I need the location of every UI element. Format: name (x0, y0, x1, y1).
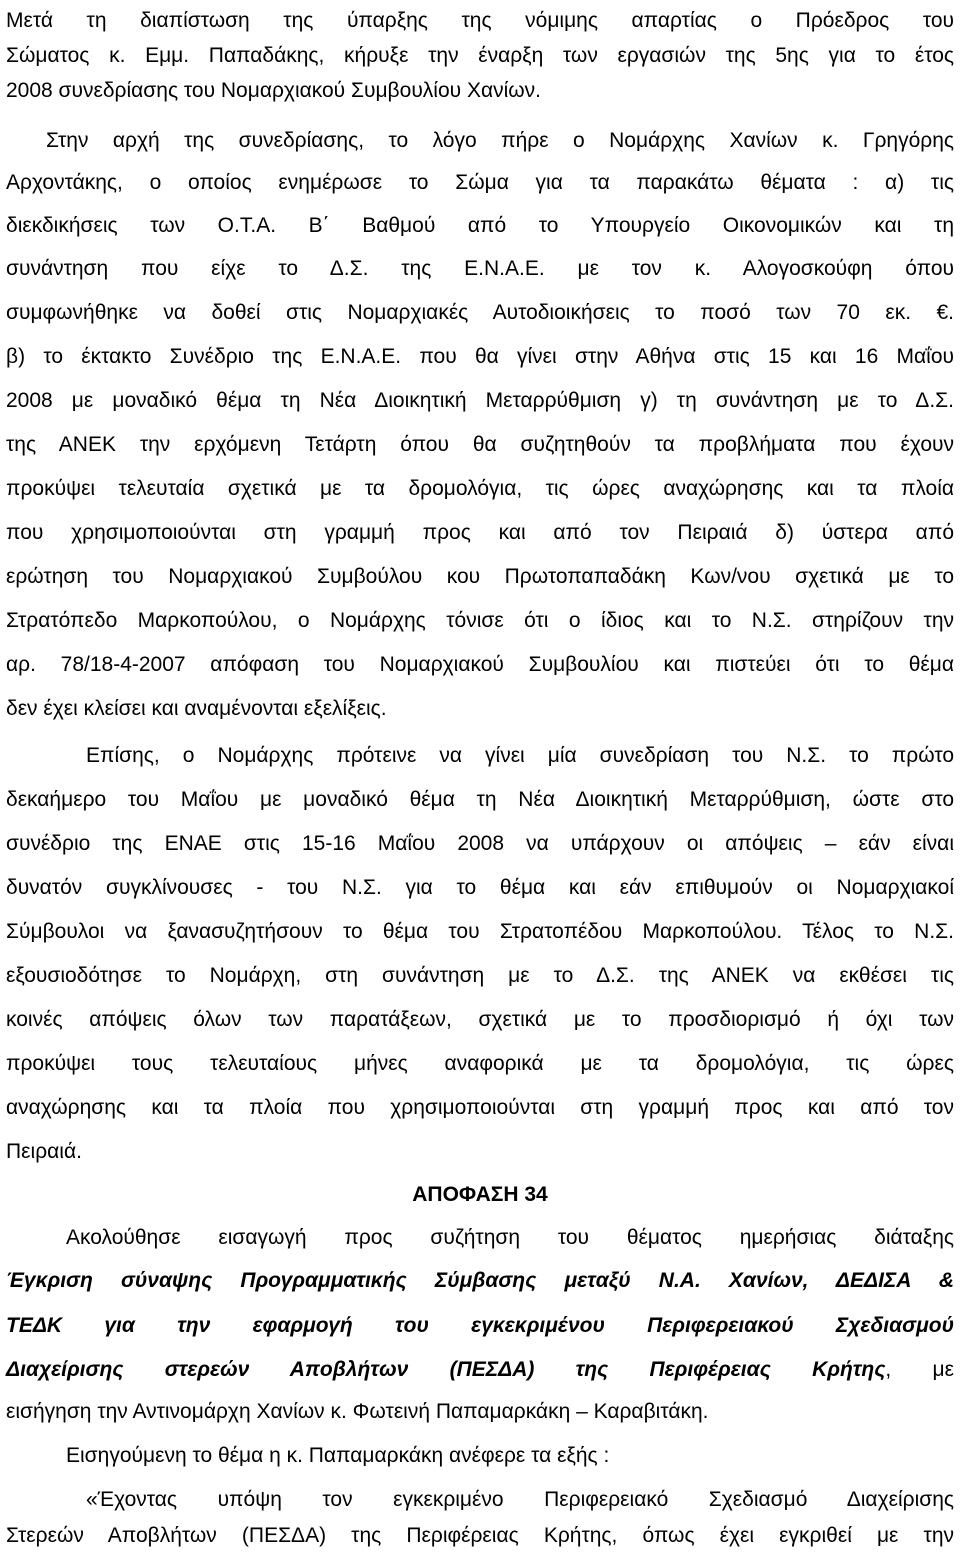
text-line: Πειραιά. (6, 1140, 82, 1163)
text-line: εισήγηση την Αντινομάρχη Χανίων κ. Φωτεινή Παπαμαρκάκη – Καραβιτάκη. (6, 1400, 709, 1423)
decision-title: ΑΠΟΦΑΣΗ 34 (412, 1183, 548, 1206)
text-line: Ακολούθησε εισαγωγή προς συζήτηση του θέματος ημερήσιας διάταξης (66, 1226, 954, 1249)
text-line: αρ. 78/18-4-2007 απόφαση του Νομαρχιακού Συμβουλίου και πιστεύει ότι το θέμα (6, 653, 954, 676)
text-line: Στην αρχή της συνεδρίασης, το λόγο πήρε ο Νομάρχης Χανίων κ. Γρηγόρης (46, 129, 954, 152)
text-line: διεκδικήσεις των Ο.Τ.Α. Β΄ Βαθμού από το Υπουργείο Οικονομικών και τη (6, 214, 954, 237)
text-line: της ΑΝΕΚ την ερχόμενη Τετάρτη όπου θα συζητηθούν τα προβλήματα που έχουν (6, 433, 954, 456)
text-line: Επίσης, ο Νομάρχης πρότεινε να γίνει μία συνεδρίαση του Ν.Σ. το πρώτο (86, 744, 954, 767)
text-line: Σώματος κ. Εμμ. Παπαδάκης, κήρυξε την έναρξη των εργασιών της 5ης για το έτος (6, 44, 954, 67)
text-line: δυνατόν συγκλίνουσες - του Ν.Σ. για το θέμα και εάν επιθυμούν οι Νομαρχιακοί (6, 876, 954, 899)
subject-title-part: Διαχείρισης στερεών Αποβλήτων (ΠΕΣΔΑ) της Περιφέρειας Κρήτης (6, 1358, 886, 1381)
subject-title-tail: , με (885, 1358, 954, 1381)
subject-title-line (6, 1349, 954, 1390)
text-line: Στρατόπεδο Μαρκοπούλου, ο Νομάρχης τόνισε ότι ο ίδιος και το Ν.Σ. στηρίζουν την (6, 609, 954, 632)
text-line: 2008 συνεδρίασης του Νομαρχιακού Συμβουλίου Χανίων. (6, 79, 542, 102)
text-line: «Έχοντας υπόψη τον εγκεκριμένο Περιφερειακό Σχεδιασμό Διαχείρισης (86, 1488, 954, 1511)
text-line: που χρησιμοποιούνται στη γραμμή προς και από τον Πειραιά δ) ύστερα από (6, 521, 954, 544)
text-line: συνέδριο της ΕΝΑΕ στις 15-16 Μαΐου 2008 να υπάρχουν οι απόψεις – εάν είναι (6, 832, 954, 855)
text-line: κοινές απόψεις όλων των παρατάξεων, σχετικά με το προσδιορισμό ή όχι των (6, 1008, 954, 1031)
subject-title-line: Έγκριση σύναψης Προγραμματικής Σύμβασης μεταξύ Ν.Α. Χανίων, ΔΕΔΙΣΑ & (6, 1269, 954, 1292)
text-line: Εισηγούμενη το θέμα η κ. Παπαμαρκάκη ανέφερε τα εξής : (66, 1444, 610, 1467)
text-line: αναχώρησης και τα πλοία που χρησιμοποιούνται στη γραμμή προς και από τον (6, 1096, 954, 1119)
text-line: Στερεών Αποβλήτων (ΠΕΣΔΑ) της Περιφέρειας Κρήτης, όπως έχει εγκριθεί με την (6, 1524, 954, 1547)
text-line: προκύψει τελευταία σχετικά με τα δρομολόγια, τις ώρες αναχώρησης και τα πλοία (6, 477, 954, 500)
text-line: β) το έκτακτο Συνέδριο της Ε.Ν.Α.Ε. που θα γίνει στην Αθήνα στις 15 και 16 Μαΐου (6, 345, 954, 368)
text-line: ερώτηση του Νομαρχιακού Συμβούλου κου Πρωτοπαπαδάκη Κων/νου σχετικά με το (6, 565, 954, 588)
text-line: εξουσιοδότησε το Νομάρχη, στη συνάντηση με το Δ.Σ. της ΑΝΕΚ να εκθέσει τις (6, 964, 954, 987)
subject-title-line: ΤΕΔΚ για την εφαρμογή του εγκεκριμένου Περιφερειακού Σχεδιασμού (6, 1314, 954, 1337)
text-line: Αρχοντάκης, ο οποίος ενημέρωσε το Σώμα για τα παρακάτω θέματα : α) τις (6, 171, 954, 194)
text-line: 2008 με μοναδικό θέμα τη Νέα Διοικητική Μεταρρύθμιση γ) τη συνάντηση με το Δ.Σ. (6, 389, 954, 412)
text-line: προκύψει τους τελευταίους μήνες αναφορικά με τα δρομολόγια, τις ώρες (6, 1052, 954, 1075)
text-line: συνάντηση που είχε το Δ.Σ. της Ε.Ν.Α.Ε. με τον κ. Αλογοσκούφη όπου (6, 257, 954, 280)
text-line: συμφωνήθηκε να δοθεί στις Νομαρχιακές Αυτοδιοικήσεις το ποσό των 70 εκ. €. (6, 301, 954, 324)
text-line: δεκαήμερο του Μαΐου με μοναδικό θέμα τη Νέα Διοικητική Μεταρρύθμιση, ώστε στο (6, 788, 954, 811)
text-line: δεν έχει κλείσει και αναμένονται εξελίξεις. (6, 697, 387, 720)
text-line: Σύμβουλοι να ξανασυζητήσουν το θέμα του Στρατοπέδου Μαρκοπούλου. Τέλος το Ν.Σ. (6, 920, 954, 943)
text-line: Μετά τη διαπίστωση της ύπαρξης της νόμιμης απαρτίας ο Πρόεδρος του (6, 9, 954, 32)
